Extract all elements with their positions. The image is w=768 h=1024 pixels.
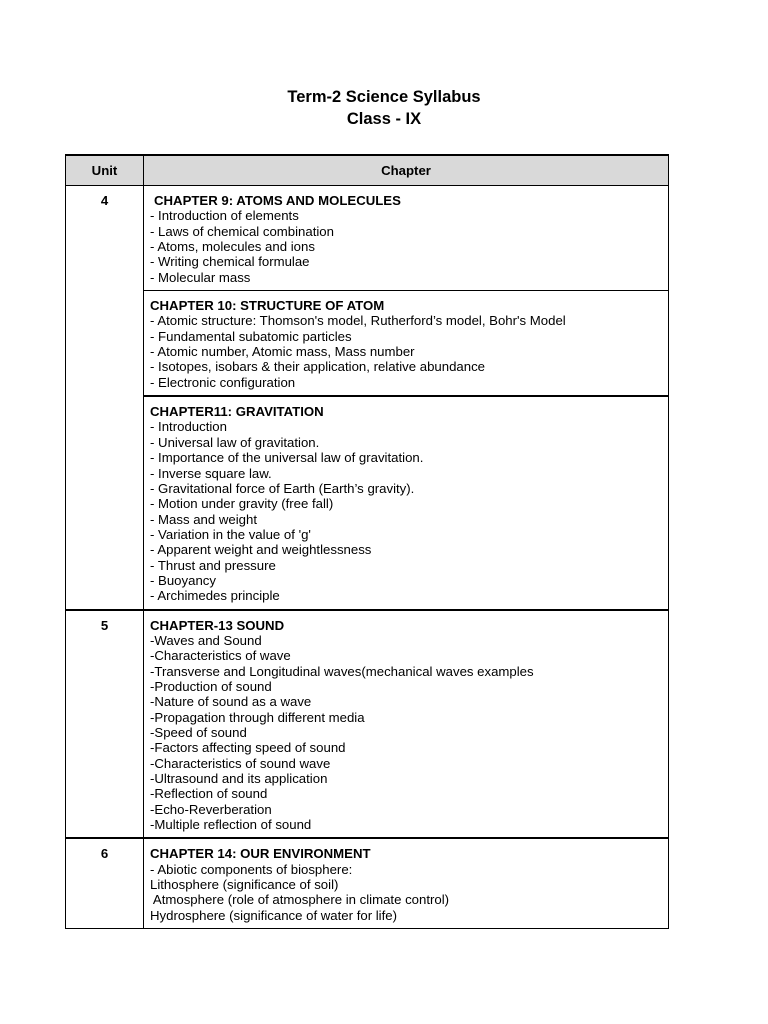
syllabus-table: [65, 154, 669, 929]
topic-item: - Fundamental subatomic particles: [150, 328, 352, 344]
chapter-heading: CHAPTER 9: ATOMS AND MOLECULES: [154, 193, 401, 208]
document-subtitle: Class - IX: [346, 110, 422, 128]
chapter-heading: CHAPTER-13 SOUND: [150, 617, 285, 633]
topic-item: -Echo-Reverberation: [150, 801, 272, 817]
unit-number-cell: 4: [66, 186, 144, 610]
topic-item: - Atoms, molecules and ions: [150, 239, 315, 255]
chapter-cell: [144, 186, 669, 291]
topic-item: - Apparent weight and weightlessness: [150, 542, 372, 558]
unit-number-cell: 6: [66, 838, 144, 928]
column-header-chapter: Chapter: [144, 155, 669, 186]
table-header-row: [66, 155, 669, 186]
topic-item: - Buoyancy: [150, 572, 216, 588]
syllabus-body: [66, 186, 669, 929]
topic-item: -Speed of sound: [150, 725, 247, 740]
topic-item: - Importance of the universal law of gravitation.: [150, 450, 424, 466]
chapter-cell: [144, 838, 669, 928]
topic-item: - Atomic structure: Thomson's model, Rutherford’s model, Bohr's Model: [150, 313, 566, 329]
table-row: [66, 610, 669, 839]
topic-item: -Propagation through different media: [150, 709, 365, 725]
topic-item: Atmosphere (role of atmosphere in climate control): [150, 892, 450, 908]
topic-item: - Atomic number, Atomic mass, Mass number: [150, 344, 415, 360]
topic-item: - Archimedes principle: [150, 588, 280, 604]
topic-item: Lithosphere (significance of soil): [150, 877, 339, 893]
topic-item: - Introduction of elements: [150, 208, 299, 224]
document-title: Term-2 Science Syllabus: [287, 88, 481, 106]
column-header-unit: Unit: [66, 155, 144, 186]
chapter-heading: CHAPTER 14: OUR ENVIRONMENT: [150, 846, 371, 862]
topic-item: - Motion under gravity (free fall): [150, 496, 334, 512]
topic-item: -Characteristics of wave: [150, 648, 291, 664]
table-row: [66, 186, 669, 291]
topic-item: -Reflection of sound: [150, 786, 268, 802]
topic-item: -Multiple reflection of sound: [150, 817, 312, 833]
topic-item: Hydrosphere (significance of water for life): [150, 907, 398, 923]
document-header: [0, 86, 768, 130]
chapter-cell: [144, 396, 669, 609]
topic-item: - Mass and weight: [150, 511, 258, 527]
topic-item: -Ultrasound and its application: [150, 771, 328, 787]
topic-item: - Electronic configuration: [150, 374, 296, 390]
topic-item: - Introduction: [150, 419, 227, 435]
chapter-heading: CHAPTER 10: STRUCTURE OF ATOM: [150, 298, 385, 314]
topic-item: -Transverse and Longitudinal waves(mechanical waves examples: [150, 663, 534, 679]
topic-item: - Laws of chemical combination: [150, 223, 334, 239]
unit-number-cell: 5: [66, 610, 144, 839]
topic-item: - Inverse square law.: [150, 465, 272, 481]
topic-item: - Writing chemical formulae: [150, 254, 310, 270]
topic-item: -Factors affecting speed of sound: [150, 740, 346, 756]
topic-item: - Molecular mass: [150, 269, 251, 285]
chapter-cell: [144, 291, 669, 397]
topic-item: - Thrust and pressure: [150, 557, 276, 573]
topic-item: - Gravitational force of Earth (Earth’s gravity).: [150, 480, 415, 496]
topic-item: - Universal law of gravitation.: [150, 434, 320, 450]
topic-item: - Variation in the value of 'g': [150, 526, 311, 542]
table-row: [66, 838, 669, 928]
chapter-heading: CHAPTER11: GRAVITATION: [150, 404, 324, 420]
topic-item: -Production of sound: [150, 678, 272, 694]
topic-item: - Isotopes, isobars & their application, relative abundance: [150, 359, 486, 375]
topic-item: -Characteristics of sound wave: [150, 755, 331, 771]
topic-item: -Nature of sound as a wave: [150, 694, 312, 710]
topic-item: -Waves and Sound: [150, 632, 262, 648]
table-row: [66, 291, 669, 397]
chapter-cell: [144, 610, 669, 839]
topic-item: - Abiotic components of biosphere:: [150, 861, 353, 877]
table-row: [66, 396, 669, 609]
